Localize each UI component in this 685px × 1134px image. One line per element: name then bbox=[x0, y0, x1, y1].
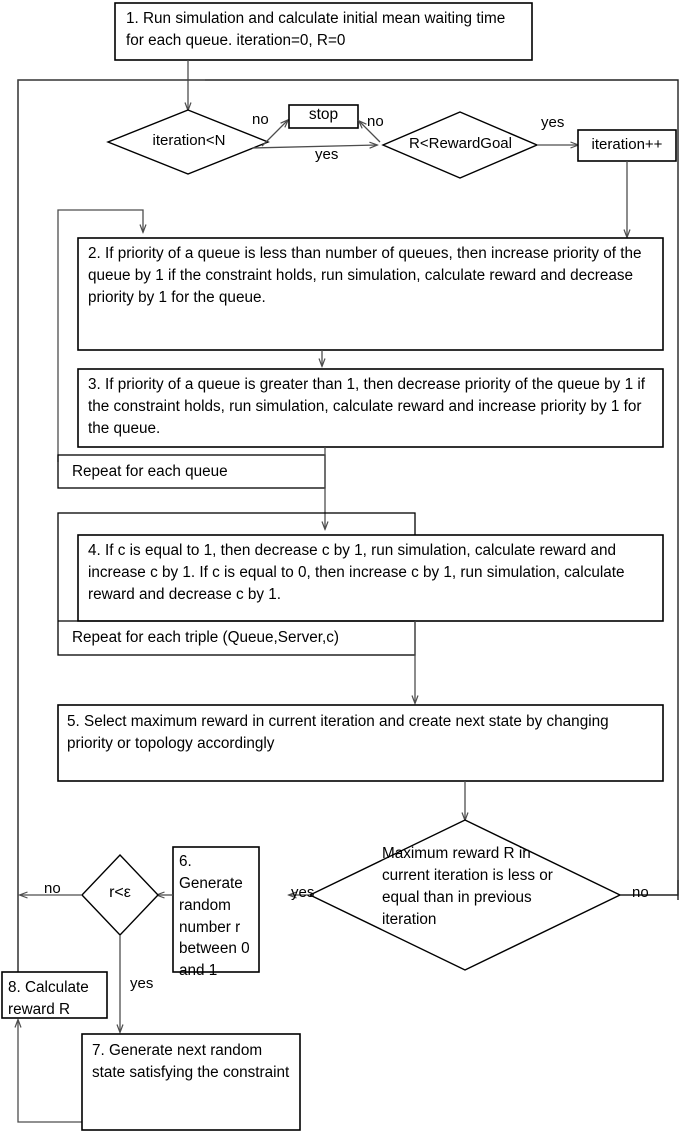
step6-text: 6. Generate random number r between 0 and 1 bbox=[179, 853, 250, 980]
step3-text: 3. If priority of a queue is greater than 1, then decrease priority of the queue by 1 if the constraint holds, run simulation, calculate reward and increase priority by 1 for the queue. bbox=[88, 376, 645, 437]
edge-max-reward-no bbox=[620, 880, 678, 895]
stop-label: stop bbox=[308, 106, 339, 123]
decision-epsilon-label: r<ε bbox=[109, 884, 131, 901]
edge-label-max-reward-no: no bbox=[632, 884, 649, 901]
step5-text: 5. Select maximum reward in current iteration and create next state by changing priority or topology accordingly bbox=[67, 713, 609, 752]
edge-label-reward-no: no bbox=[367, 113, 384, 130]
edge-label-reward-yes: yes bbox=[541, 114, 565, 131]
step1-text: 1. Run simulation and calculate initial mean waiting time for each queue. iteration=0, R=0 bbox=[126, 10, 506, 49]
step7-text: 7. Generate next random state satisfying the constraint bbox=[92, 1042, 290, 1081]
decision-reward-label: R<RewardGoal bbox=[409, 135, 512, 152]
step4-text: 4. If c is equal to 1, then decrease c by 1, run simulation, calculate reward and increase c by 1. If c is equal to 0, then increase c by 1, run simulation, calculate reward and decrease c by 1. bbox=[88, 542, 625, 603]
step2-text: 2. If priority of a queue is less than number of queues, then increase priority of the queue by 1 if the constraint holds, run simulation, calculate reward and decrease priority by 1 for the queue. bbox=[88, 245, 642, 306]
edge-label-max-reward-yes: yes bbox=[291, 884, 315, 901]
repeat-queue-text: Repeat for each queue bbox=[72, 463, 228, 480]
edge-label-epsilon-no: no bbox=[44, 880, 61, 897]
repeat-triple-text: Repeat for each triple (Queue,Server,c) bbox=[72, 629, 339, 646]
edge-step7-to-step8 bbox=[18, 1020, 82, 1122]
edge-label-epsilon-yes: yes bbox=[130, 975, 154, 992]
iteration-increment-label: iteration++ bbox=[591, 136, 663, 153]
step8-text: 8. Calculate reward R bbox=[8, 979, 89, 1018]
decision-max-reward-text: Maximum reward R in current iteration is less or equal than in previous iteration bbox=[382, 845, 553, 928]
outer-loop-frame bbox=[18, 80, 678, 975]
edge-label-iteration-no: no bbox=[252, 111, 269, 128]
decision-iteration-label: iteration<N bbox=[152, 132, 226, 149]
edge-label-iteration-yes: yes bbox=[315, 146, 339, 163]
